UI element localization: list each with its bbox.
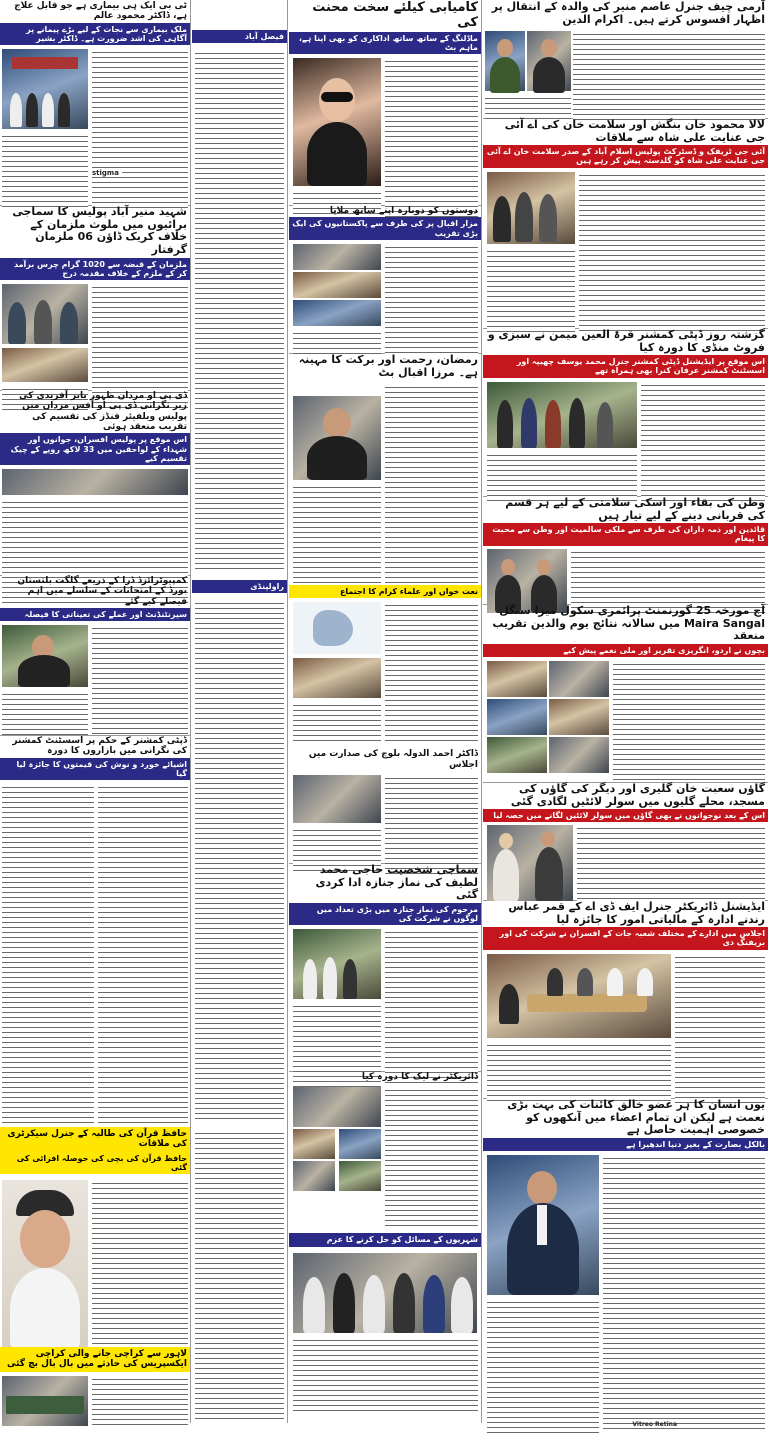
map-image [293, 602, 381, 654]
article-text [641, 382, 765, 502]
story-subheading: حافظ قرآن کی بچی کی حوصلہ افزائی کی گئی [0, 1152, 190, 1174]
event-photo [549, 661, 609, 697]
article-text [2, 133, 88, 209]
story-headline: ایڈیشنل ڈائریکٹر جنرل ایف ڈی اے کے قمر عباس رندنے ادارہ کے مالیاتی امور کا جائزہ لیا [508, 900, 765, 926]
event-photo [549, 737, 609, 773]
article-text [92, 1376, 188, 1426]
article-text [487, 248, 575, 332]
article-text [385, 244, 478, 354]
portrait-photo [527, 31, 571, 91]
story-subheading: ملزمان کے قبضہ سے 1020 گرام چرس برآمد کر کے ملزم کے خلاف مقدمہ درج [0, 258, 190, 280]
news-story-meeting [483, 118, 768, 329]
news-story-police-welfare [0, 390, 190, 576]
article-text [613, 661, 765, 781]
train-photo [2, 1376, 88, 1426]
news-story-market-visit [483, 328, 768, 497]
story-subheading: اس موقع پر پولیس افسران، جوانوں اور شہداء کے لواحقین میں 33 لاکھ روپے کے چیک تقسیم کیے [0, 433, 190, 465]
dateline-label: راولپنڈی [192, 580, 287, 593]
article-text [293, 484, 381, 584]
story-headline: آج مورخہ 25 گورنمنٹ پرائمری سکول میرا سنگل Maira Sangal میں سالانہ نتائج یوم والدین تقریب منعقد [492, 604, 765, 643]
article-text [385, 775, 478, 875]
column-divider [190, 0, 191, 1423]
news-story-police-crackdown [0, 205, 190, 391]
story-subheading: آئی جی ٹریفک و ڈسٹرکٹ پولیس اسلام آباد کے صدر سلامت خان اے آئی جی عنایت علی شاہ کو گلدستہ پیش کر رہے ہیں [483, 145, 768, 167]
event-photo [293, 1161, 335, 1191]
event-photo [487, 382, 637, 448]
news-story-school [483, 604, 768, 783]
article-text [195, 600, 284, 1120]
story-subheading: ملک بیماری سے نجات کے لیے بڑے پیمانے پر آگاہی کی اشد ضرورت ہے۔ ڈاکٹر بشیر [0, 23, 190, 45]
story-subheading: نعت خواں اور علماء کرام کا اجتماع [289, 585, 481, 598]
article-text [385, 384, 478, 584]
portrait-photo [293, 396, 381, 480]
story-headline: آرمی چیف جنرل عاصم منیر کی والدہ کے انتقال پر اظہار افسوس کرتے ہیں۔ اکرام الدین [491, 0, 765, 26]
news-story-solar [483, 782, 768, 901]
story-headline: حافظ قرآن کی طالبہ کے جنرل سیکرٹری کی ملاقات [0, 1127, 190, 1152]
story-headline: ڈپٹی کمشنر کے حکم پر اسسٹنٹ کمشنر کی نگرانی میں بازاروں کا دورہ [12, 736, 187, 757]
article-text [487, 1042, 671, 1104]
story-subheading: مزار اقبال پر کی طرف سے پاکستانیوں کی ایک بڑی تقریب [289, 217, 481, 239]
story-headline: گزشتہ روز ڈپٹی کمشنر قرۃ العین میمن نے سبزی و فروٹ منڈی کا دورہ کیا [487, 328, 765, 354]
article-text [195, 50, 284, 570]
hospital-name-caption: Vitreo Retina [632, 1421, 677, 1429]
story-headline: کمپیوٹرائزڈ ڈرا کے ذریعے گلگت بلتستان بورڈ کے امتحانات کے سلسلے میں اہم فیصلے کیے گئے [17, 576, 187, 607]
story-headline: ڈی پی او مردان ظہور بابر آفریدی کی زیر نگرانی ڈی پی او آفس مردان میں پولیس ویلفیئر فنڈز کی تقسیم کی تقریب منعقد ہوئی [19, 391, 187, 433]
story-headline: دوستوں کو دوبارہ اپنے ساتھ ملایا [329, 206, 478, 216]
story-headline: ڈائریکٹر نے لیک کا دورہ کیا [361, 1072, 478, 1082]
event-photo [293, 1087, 381, 1127]
event-photo [293, 929, 381, 999]
article-text [2, 784, 94, 1124]
article-text [92, 1180, 188, 1350]
group-photo [293, 1253, 477, 1333]
event-photo [487, 737, 547, 773]
story-subheading: اجلاس میں ادارے کے مختلف شعبہ جات کے افسران نے شرکت کی اور بریفنگ دی [483, 927, 768, 949]
story-headline: لاہور سے کراچی جانے والی کراچی ایکسپریس کی حادثے میں بال بال بچ گئی [0, 1347, 190, 1372]
event-photo [293, 244, 381, 270]
group-photo [2, 469, 188, 495]
stigma-caption: stigma [92, 169, 122, 177]
portrait-photo [2, 625, 88, 687]
handshake-photo [487, 825, 573, 901]
news-story-eye-care [483, 1098, 768, 1429]
model-portrait-photo [293, 58, 381, 186]
column-2 [192, 0, 287, 1423]
story-headline: ٹی بی ایک ہی بیماری ہے جو قابل علاج ہے، ڈاکٹر محمود عالم [14, 1, 187, 22]
column-divider [481, 0, 482, 1423]
column-divider [287, 0, 288, 1423]
news-story-fda [483, 900, 768, 1099]
article-text [603, 1155, 765, 1433]
story-headline: کامیابی کیلئے سخت محنت کی [312, 0, 478, 30]
article-text [385, 602, 478, 742]
article-text [2, 691, 88, 735]
story-subheading: مرحوم کی نماز جنازہ میں بڑی تعداد میں لوگوں نے شرکت کی [289, 903, 481, 925]
article-text [487, 1299, 599, 1433]
story-headline: ڈاکٹر احمد الدولہ بلوچ کی صدارت میں اجلاس [308, 749, 478, 770]
event-photo [339, 1161, 381, 1191]
article-text [293, 702, 381, 742]
article-text [385, 1087, 478, 1227]
event-photo [293, 300, 381, 326]
event-photo [487, 699, 547, 735]
news-story-funeral [289, 863, 481, 1072]
meeting-photo [487, 954, 671, 1038]
article-text [92, 625, 188, 735]
article-text [195, 1130, 284, 1420]
news-story-gathering [289, 205, 481, 354]
story-subheading: شہریوں کے مسائل کو حل کرنے کا عزم [289, 1233, 481, 1246]
news-story-lake [289, 1071, 481, 1423]
news-story-train [0, 1347, 190, 1423]
story-headline: لالا محمود خان بنگش اور سلامت خان کی اے آئی جی عنایت علی شاہ سے ملاقات [504, 118, 765, 144]
article-text [385, 58, 478, 218]
arrest-photo [2, 284, 88, 344]
event-photo [293, 272, 381, 298]
column-4 [483, 0, 768, 1429]
story-subheading: اس کے بعد نوجوانوں نے بھی گاؤں میں سولر لائٹیں لگانے میں حصہ لیا [483, 809, 768, 822]
article-text [487, 452, 637, 502]
story-subheading: سپرنٹنڈنٹ اور عملے کی تعیناتی کا فیصلہ [0, 608, 190, 621]
news-story-nation [483, 496, 768, 605]
article-text [92, 49, 188, 209]
news-story-ramadan [289, 353, 481, 586]
news-story-tb [0, 0, 190, 206]
news-story-conference [289, 585, 481, 864]
story-subheading: اشیائے خورد و نوش کی قیمتوں کا جائزہ لیا گیا [0, 758, 190, 780]
news-story-hafiz [0, 1127, 190, 1348]
article-text [577, 825, 765, 901]
event-photo [549, 699, 609, 735]
article-text [573, 31, 765, 121]
article-text [293, 1337, 478, 1413]
student-portrait-photo [2, 1180, 88, 1350]
event-photo [339, 1129, 381, 1159]
story-subheading: اس موقع پر ایڈیشنل ڈپٹی کمشنر جنرل محمد یوسف چھیپہ اور اسسٹنٹ کمشنر عرفان کنرا بھی ہمراہ تھے [483, 355, 768, 377]
event-photo [487, 661, 547, 697]
doctor-portrait-photo [487, 1155, 599, 1295]
story-subheading: ماڈلنگ کے ساتھ ساتھ اداکاری کو بھی اپنا ہے، ماہم بٹ [289, 32, 481, 54]
news-story-army-chief [483, 0, 768, 119]
event-photo [293, 1129, 335, 1159]
story-subheading: قائدین اور ذمہ داران کی طرف سے ملکی سالمیت اور وطن سے محبت کا پیغام [483, 523, 768, 545]
dateline-label: فیصل آباد [192, 30, 287, 43]
story-headline: رمضان، رحمت اور برکت کا مہینہ ہے۔ مرزا اقبال بٹ [298, 353, 478, 379]
story-subheading: بالکل بصارت کے بغیر دنیا اندھیرا ہے [483, 1138, 768, 1151]
story-headline: سماجی شخصیت حاجی محمد لطیف کی نماز جنازہ ادا کردی گئی [315, 863, 478, 902]
column-1 [0, 0, 190, 1423]
news-story-market-inspection [0, 735, 190, 1128]
article-text [675, 954, 765, 1104]
group-photo [487, 172, 575, 244]
story-headline: شہید منیر آباد پولیس کا سماجی برائیوں میں ملوث ملزمان کے خلاف کریک ڈاؤن 06 ملزمان گرفتار [12, 205, 187, 256]
story-headline: یوں انسان کا ہر عضو خالق کائنات کی بہت بڑی نعمت ہے لیکن ان تمام اعضاء میں آنکھوں کو خصوصی اہمیت حاصل ہے [507, 1098, 765, 1137]
story-headline: گاؤں سعبت خان گلیری اور دیگر کی گاؤں کی مسجد، محلے گلیوں میں سولر لائٹیں لگادی گئی [510, 782, 765, 808]
event-photo [293, 775, 381, 823]
story-headline: وطن کی بقاء اور اسکی سلامتی کے لیے ہر قسم کی قربانی دینے کے لیے تیار ہیں [505, 496, 765, 522]
news-story-exams [0, 575, 190, 736]
news-story-model [289, 0, 481, 206]
article-text [579, 172, 765, 332]
arrest-photo [2, 348, 88, 382]
story-subheading: بچوں نے اردو، انگریزی تقریر اور ملی نغمے پیش کیے [483, 644, 768, 657]
portrait-photo [485, 31, 525, 91]
article-text [385, 929, 478, 1093]
column-3 [289, 0, 481, 1423]
article-text [293, 330, 381, 354]
article-text [98, 784, 188, 1124]
event-photo [293, 658, 381, 698]
hospital-photo [2, 49, 88, 129]
